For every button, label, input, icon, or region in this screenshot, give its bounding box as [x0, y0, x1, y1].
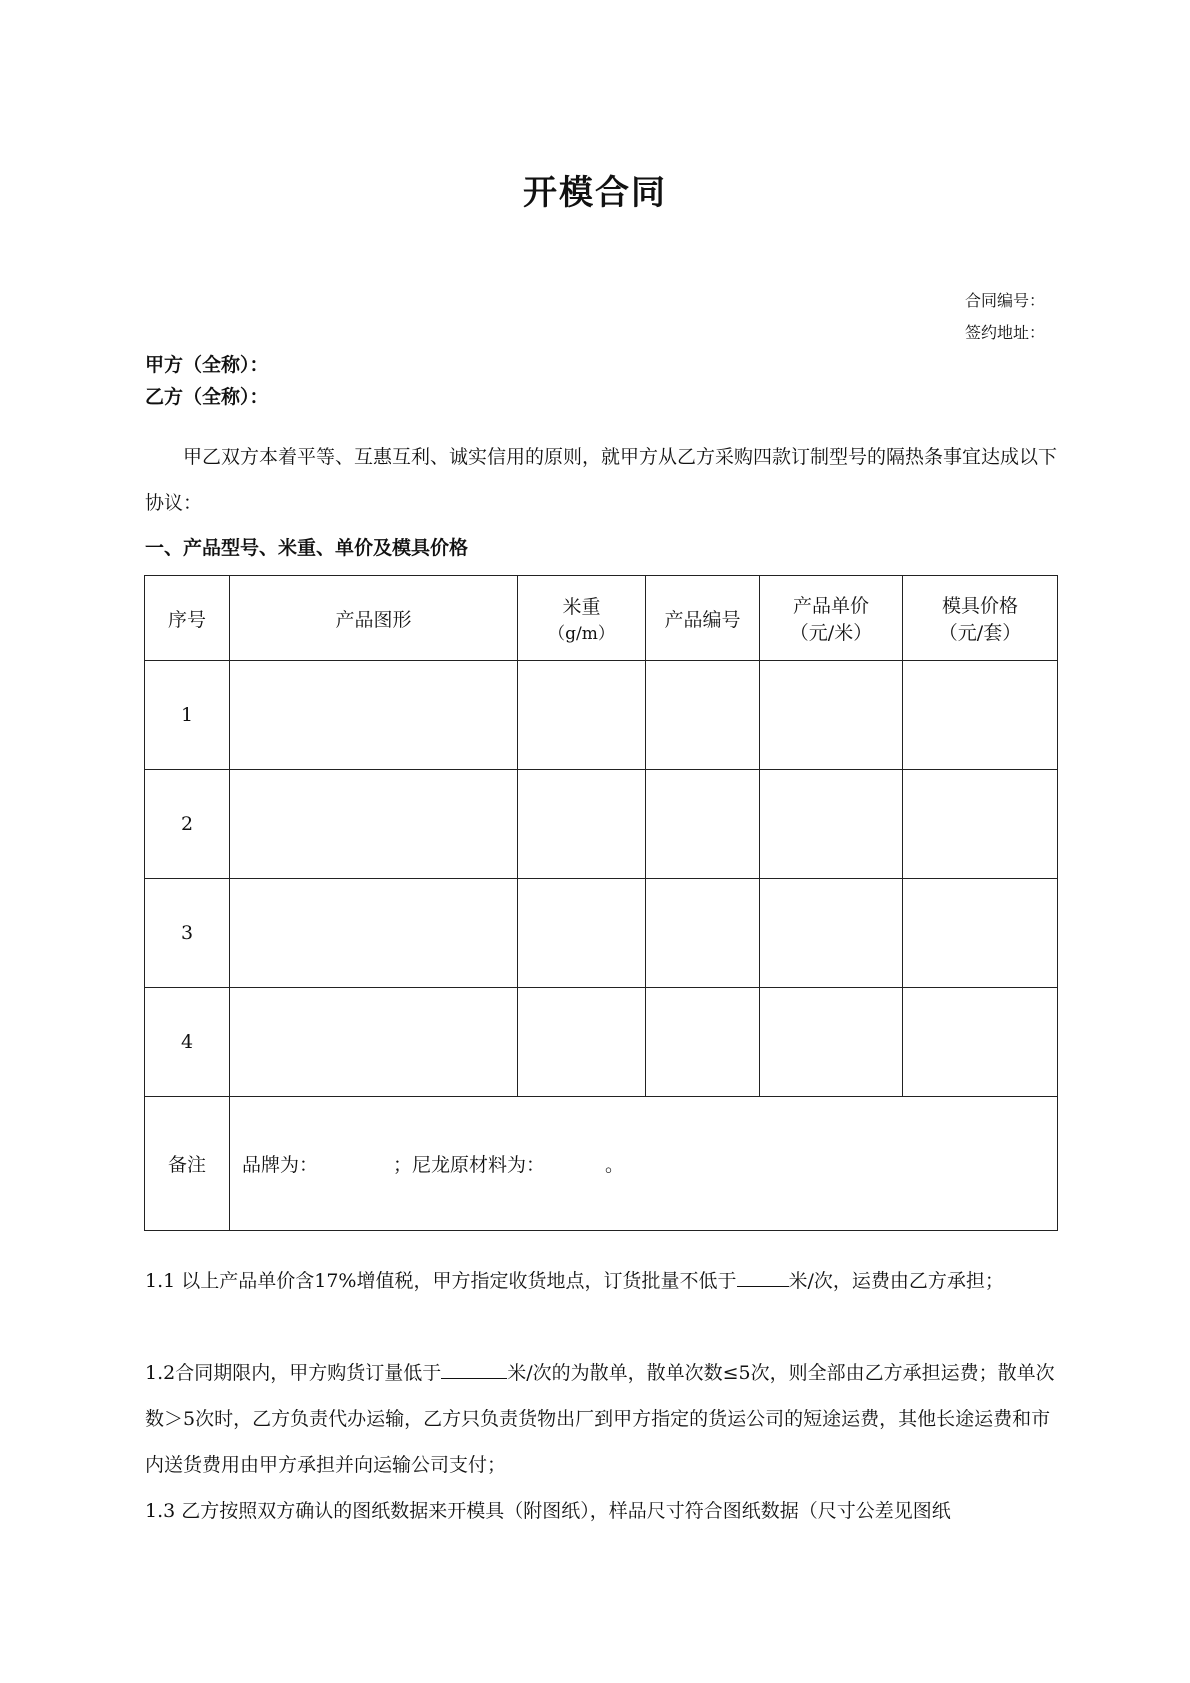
- note-end: 。: [605, 1154, 625, 1176]
- blank-line: [441, 1358, 507, 1379]
- header-weight-line2: （g/m）: [548, 624, 615, 644]
- section-1-heading: 一、产品型号、米重、单价及模具价格: [145, 537, 469, 559]
- note-label: 备注: [145, 1097, 230, 1231]
- cell-price: [760, 770, 903, 879]
- header-shape: 产品图形: [230, 576, 518, 661]
- cell-weight: [518, 770, 646, 879]
- cell-weight: [518, 879, 646, 988]
- clause-1-2: [145, 1350, 1057, 1488]
- table-row: [145, 879, 1058, 988]
- intro-paragraph: 甲乙双方本着平等、互惠互利、诚实信用的原则，就甲方从乙方采购四款订制型号的隔热条事宜达成以下协议：: [145, 446, 1058, 514]
- table-header-row: [145, 576, 1058, 661]
- cell-weight: [518, 661, 646, 770]
- cell-code: [646, 661, 760, 770]
- note-brand-label: 品牌为：: [242, 1154, 319, 1176]
- cell-price: [760, 879, 903, 988]
- party-a-label: 甲方（全称）：: [145, 354, 269, 376]
- row-seq: 3: [145, 879, 230, 988]
- cell-shape: [230, 661, 518, 770]
- clause-1-2-part-b: 米/次的为散单，散单次数≤5次，则全部由乙方承担运费；散单次数＞5次时，乙方负责代办运输，乙方只负责货物出厂到甲方指定的货运公司的短途运费，其他长途运费和市内送货费用由甲方承担并向运输公司支付；: [145, 1362, 1055, 1476]
- table-row: [145, 661, 1058, 770]
- note-content: [230, 1097, 1058, 1231]
- clause-1-1: [145, 1258, 1057, 1304]
- header-code: 产品编号: [646, 576, 760, 661]
- cell-shape: [230, 879, 518, 988]
- note-nylon-label: ；尼龙原材料为：: [393, 1154, 546, 1176]
- clause-1-1-part-a: 1.1 以上产品单价含17%增值税，甲方指定收货地点，订货批量不低于: [145, 1270, 737, 1292]
- header-price-line1: 产品单价: [792, 595, 869, 617]
- product-price-table: [144, 575, 1058, 1231]
- document-title: 开模合同: [523, 173, 667, 213]
- row-seq: 1: [145, 661, 230, 770]
- cell-mold: [903, 661, 1058, 770]
- header-weight: [518, 576, 646, 661]
- header-price-line2: （元/米）: [789, 622, 873, 644]
- row-seq: 4: [145, 988, 230, 1097]
- cell-mold: [903, 770, 1058, 879]
- header-seq: 序号: [145, 576, 230, 661]
- clause-1-1-part-b: 米/次，运费由乙方承担；: [788, 1270, 1004, 1292]
- row-seq: 2: [145, 770, 230, 879]
- cell-shape: [230, 988, 518, 1097]
- header-mold: [903, 576, 1058, 661]
- table-row: [145, 988, 1058, 1097]
- cell-price: [760, 661, 903, 770]
- header-weight-line1: 米重: [562, 596, 601, 618]
- cell-code: [646, 879, 760, 988]
- clause-1-3: 1.3 乙方按照双方确认的图纸数据来开模具（附图纸），样品尺寸符合图纸数据（尺寸公差见图纸: [145, 1500, 951, 1522]
- cell-mold: [903, 988, 1058, 1097]
- contract-number-label: 合同编号：: [964, 291, 1045, 310]
- party-b-label: 乙方（全称）：: [145, 386, 269, 408]
- clause-1-2-part-a: 1.2合同期限内，甲方购货订量低于: [145, 1362, 442, 1384]
- cell-shape: [230, 770, 518, 879]
- cell-weight: [518, 988, 646, 1097]
- signing-place-label: 签约地址：: [964, 323, 1045, 342]
- header-mold-line1: 模具价格: [941, 595, 1018, 617]
- cell-code: [646, 988, 760, 1097]
- cell-code: [646, 770, 760, 879]
- table-row: [145, 770, 1058, 879]
- header-mold-line2: （元/套）: [938, 622, 1022, 644]
- cell-price: [760, 988, 903, 1097]
- note-row: [145, 1097, 1058, 1231]
- blank-line: [737, 1266, 789, 1287]
- header-price: [760, 576, 903, 661]
- cell-mold: [903, 879, 1058, 988]
